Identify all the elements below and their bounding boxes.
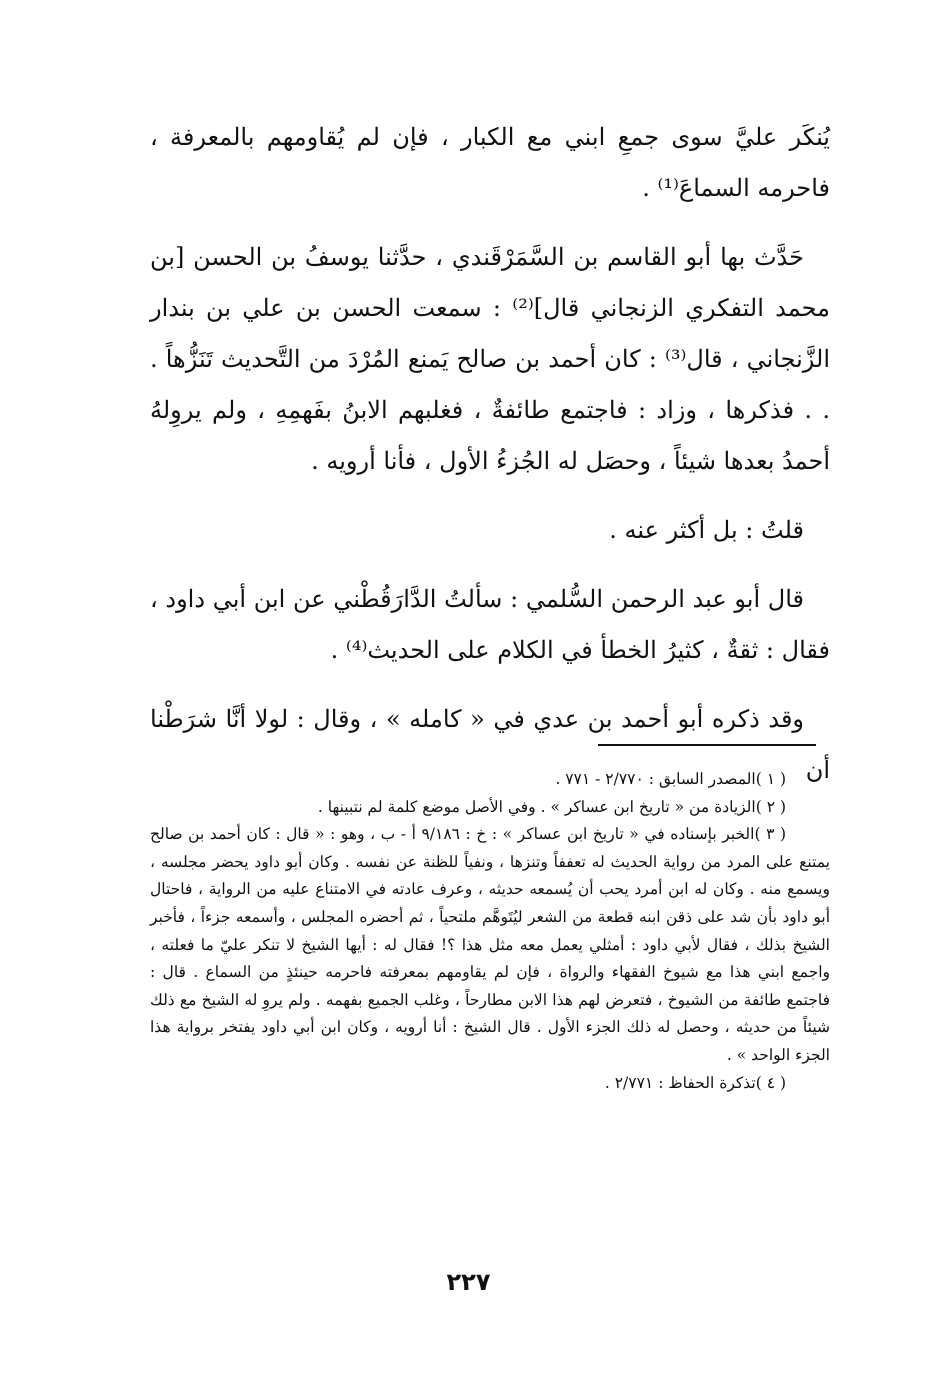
paragraph-5: وقد ذكره أبو أحمد بن عدي في « كامله » ، وقال : لولا أنَّا شرَطْنا أن [150, 705, 830, 784]
paragraph-2: حَدَّث بها أبو القاسم بن السَّمَرْقَندي ، حدَّثنا يوسفُ بن الحسن [بن محمد التفكري الزنجاني قال]⁽²⁾ : سمعت الحسن بن علي بن بندار الزَّنجاني ، قال⁽³⁾ : كان أحمد بن صالح يَمنع المُرْدَ من التَّحديث تَنَزُّهاً . . . فذكرها ، وزاد : فاجتمع طائفةٌ ، فغلبهم الابنُ بفَهمِهِ ، ولم يروِلهُ أحمدُ بعدها شيئاً ، وحصَل له الجُزءُ الأول ، فأنا أرويه . [150, 243, 831, 475]
footnote-4: ( ٤ )تذكرة الحفاظ : ٢/٧٧١ . [604, 1073, 786, 1092]
footnote-1: ( ١ )المصدر السابق : ٢/٧٧٠ - ٧٧١ . [555, 770, 786, 788]
footnote-2: ( ٢ )الزيادة من « تاريخ ابن عساكر » . وفي الأصل موضع كلمة لم نتبينها . [317, 797, 786, 816]
paragraph-3: قلتُ : بل أكثر عنه . [609, 516, 804, 544]
main-text [150, 112, 830, 796]
footnote-separator [598, 744, 816, 746]
paragraph-1: يُنكَر عليَّ سوى جمعِ ابني مع الكبار ، فإن لم يُقاومهم بالمعرفة ، فاحرمه السماعَ⁽¹⁾ . [150, 123, 830, 202]
footnotes [150, 766, 830, 1097]
paragraph-4: قال أبو عبد الرحمن السُّلمي : سألتُ الدَّارَقُطْني عن ابن أبي داود ، فقال : ثقةٌ ، كثيرُ الخطأ في الكلام على الحديث⁽⁴⁾ . [150, 585, 830, 664]
footnote-3: ( ٣ )الخبر بإسناده في « تاريخ ابن عساكر » : خ : ٩/١٨٦ أ - ب ، وهو : « قال : كان أحمد بن صالح يمتنع على المرد من رواية الحديث له تعففاً وتنزها ، ونفياً للظنة عن نفسه . وكان أبو داود يحضر مجلسه ، ويسمع منه . وكان له ابن أمرد يحب أن يُسمعه حديثه ، وعرف عادته في الامتناع عليه من الرواية ، فاحتال أبو داود بأن شد على ذقن ابنه قطعة من الشعر ليُتَوهَّم ملتحياً ، ثم أحضره المجلس ، وأسمعه جزءاً ، فأخبر الشيخ بذلك ، فقال لأبي داود : أمثلي يعمل معه مثل هذا ؟! فقال له : أيها الشيخ لا تنكر عليّ ما فعلته ، واجمع ابني هذا مع شيوخ الفقهاء والرواة ، فإن لم يقاومهم بمعرفته فاحرمه حينئذٍ من السماع . قال : فاجتمع طائفة من الشيوخ ، فتعرض لهم هذا الابن مطارحاً ، وغلب الجميع بفهمه . ولم يروِ له الشيخ مع ذلك شيئاً من حديثه ، وحصل له ذلك الجزء الأول . قال الشيخ : أنا أرويه ، وكان ابن أبي داود يفتخر برواية هذا الجزء الواحد » . [150, 825, 830, 1064]
page-number: ٢٢٧ [446, 1268, 491, 1296]
